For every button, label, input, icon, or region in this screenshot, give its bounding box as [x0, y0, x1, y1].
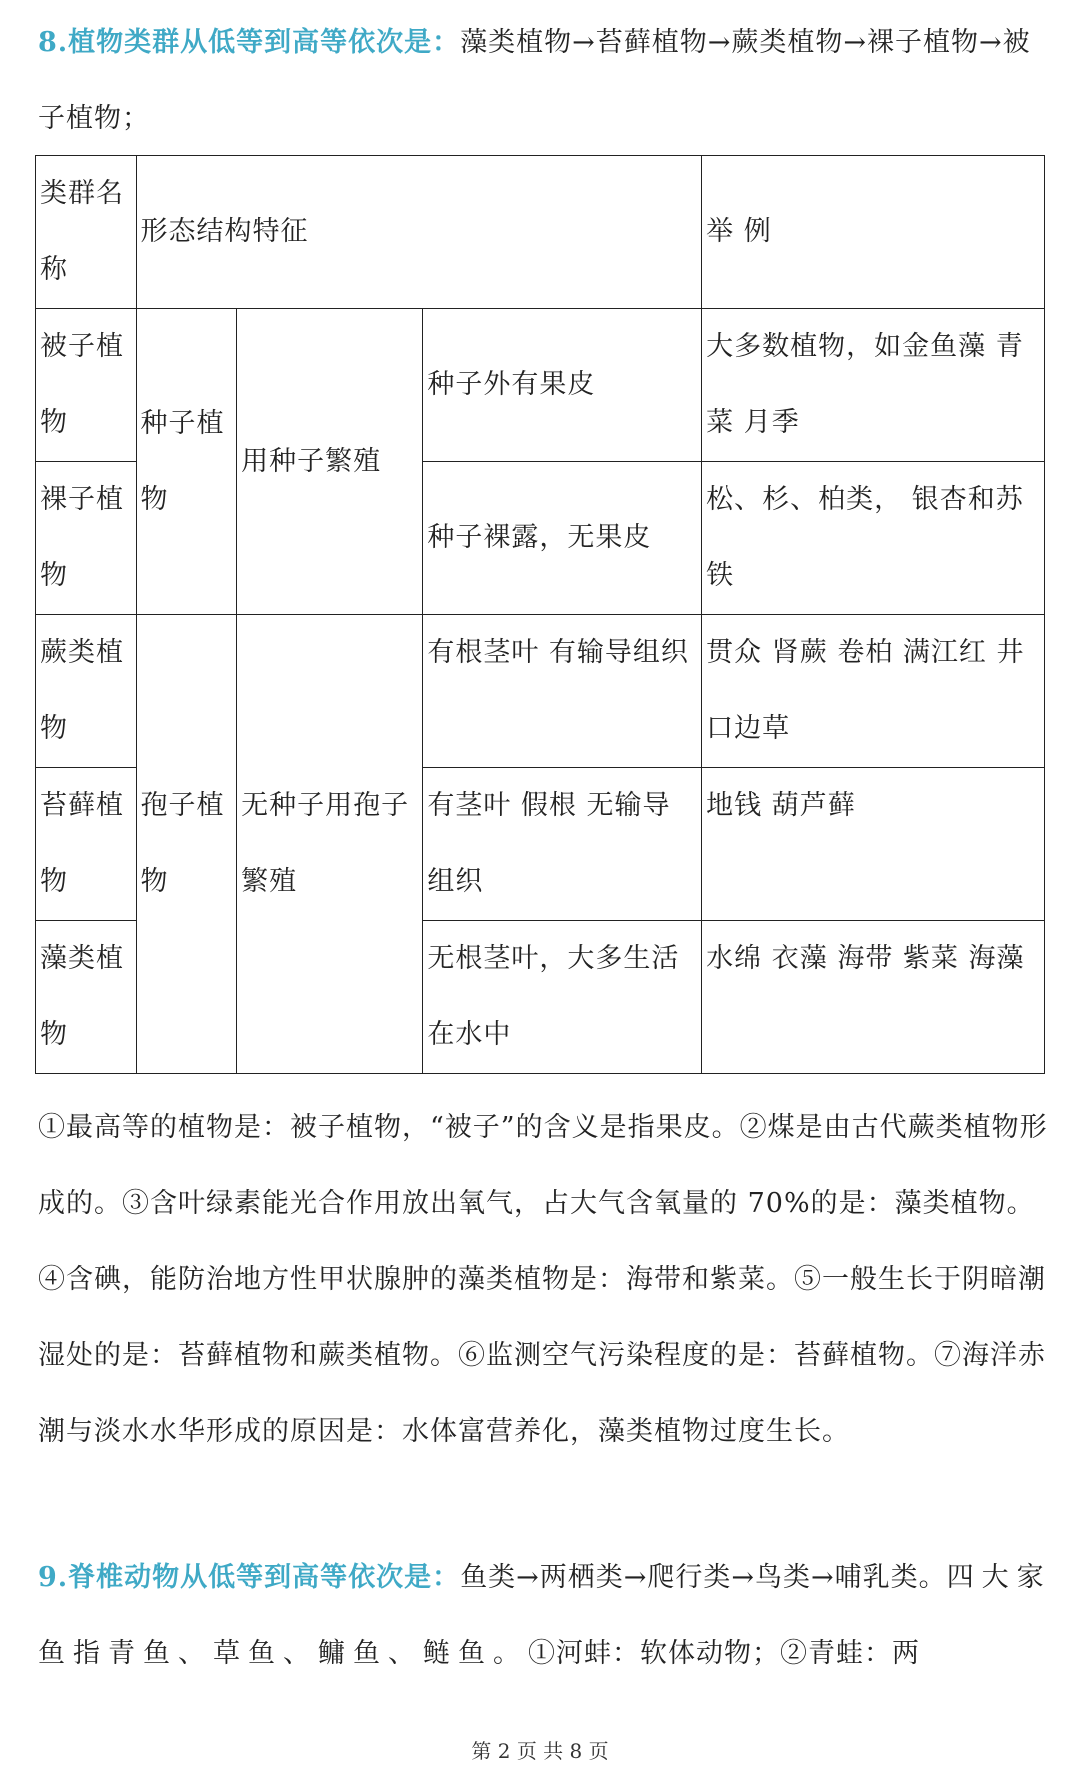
section-9-body: 鱼类→两栖类→爬行类→鸟类→哺乳类。: [460, 1562, 947, 1593]
section-8-paragraph: [38, 5, 1053, 157]
header-features: 形态结构特征: [136, 156, 702, 309]
row-feature: 种子外有果皮: [423, 309, 702, 462]
row-feature: 无根茎叶，大多生活在水中: [423, 921, 702, 1074]
table-row: [36, 309, 1045, 462]
row-examples: 水绵 衣藻 海带 紫菜 海藻: [702, 921, 1045, 1074]
row-name: 苔藓植物: [36, 768, 137, 921]
section-8-body: 藻类植物→苔藓植物→蕨类植物→裸子植物→被子植物；: [38, 27, 1031, 134]
section-9-continued: ①河蚌：软体动物；②青蛙：两: [528, 1638, 920, 1669]
spore-plants-cell: 孢子植物: [136, 615, 237, 1074]
row-examples: 松、杉、柏类， 银杏和苏铁: [702, 462, 1045, 615]
section-9-heading: 9.脊椎动物从低等到高等依次是：: [38, 1562, 461, 1593]
row-feature: 有茎叶 假根 无输导组织: [423, 768, 702, 921]
four-fish-sentence: 四大家鱼指青鱼、草鱼、鳙鱼、鲢鱼。: [38, 1562, 1052, 1669]
section-8-heading: 8.植物类群从低等到高等依次是：: [38, 27, 461, 58]
row-name: 裸子植物: [36, 462, 137, 615]
row-examples: 贯众 肾蕨 卷柏 满江红 井口边草: [702, 615, 1045, 768]
row-examples: 地钱 葫芦藓: [702, 768, 1045, 921]
header-examples: 举 例: [702, 156, 1045, 309]
page-footer: 第 2 页 共 8 页: [471, 1739, 609, 1763]
plant-notes-paragraph: ①最高等的植物是：被子植物，“被子”的含义是指果皮。②煤是由古代蕨类植物形成的。③含叶绿素能光合作用放出氧气，占大气含氧量的 70%的是：藻类植物。④含碘，能防治地方性甲状腺肿的藻类植物是：海带和紫菜。⑤一般生长于阴暗潮湿处的是：苔藓植物和蕨类植物。⑥监测空气污染程度的是：苔藓植物。⑦海洋赤潮与淡水水华形成的原因是：水体富营养化，藻类植物过度生长。: [38, 1112, 1048, 1447]
plant-classification-table: [35, 155, 1045, 1074]
row-name: 蕨类植物: [36, 615, 137, 768]
table-header-row: [36, 156, 1045, 309]
section-9-paragraph: [38, 1540, 1053, 1692]
spore-reproduction-cell: 无种子用孢子繁殖: [237, 615, 423, 1074]
seed-reproduction-cell: 用种子繁殖: [237, 309, 423, 615]
row-name: 藻类植物: [36, 921, 137, 1074]
row-name: 被子植物: [36, 309, 137, 462]
row-feature: 种子裸露，无果皮: [423, 462, 702, 615]
row-examples: 大多数植物，如金鱼藻 青菜 月季: [702, 309, 1045, 462]
row-feature: 有根茎叶 有输导组织: [423, 615, 702, 768]
seed-plants-cell: 种子植物: [136, 309, 237, 615]
header-group-name: 类群名称: [36, 156, 137, 309]
table-row: [36, 615, 1045, 768]
